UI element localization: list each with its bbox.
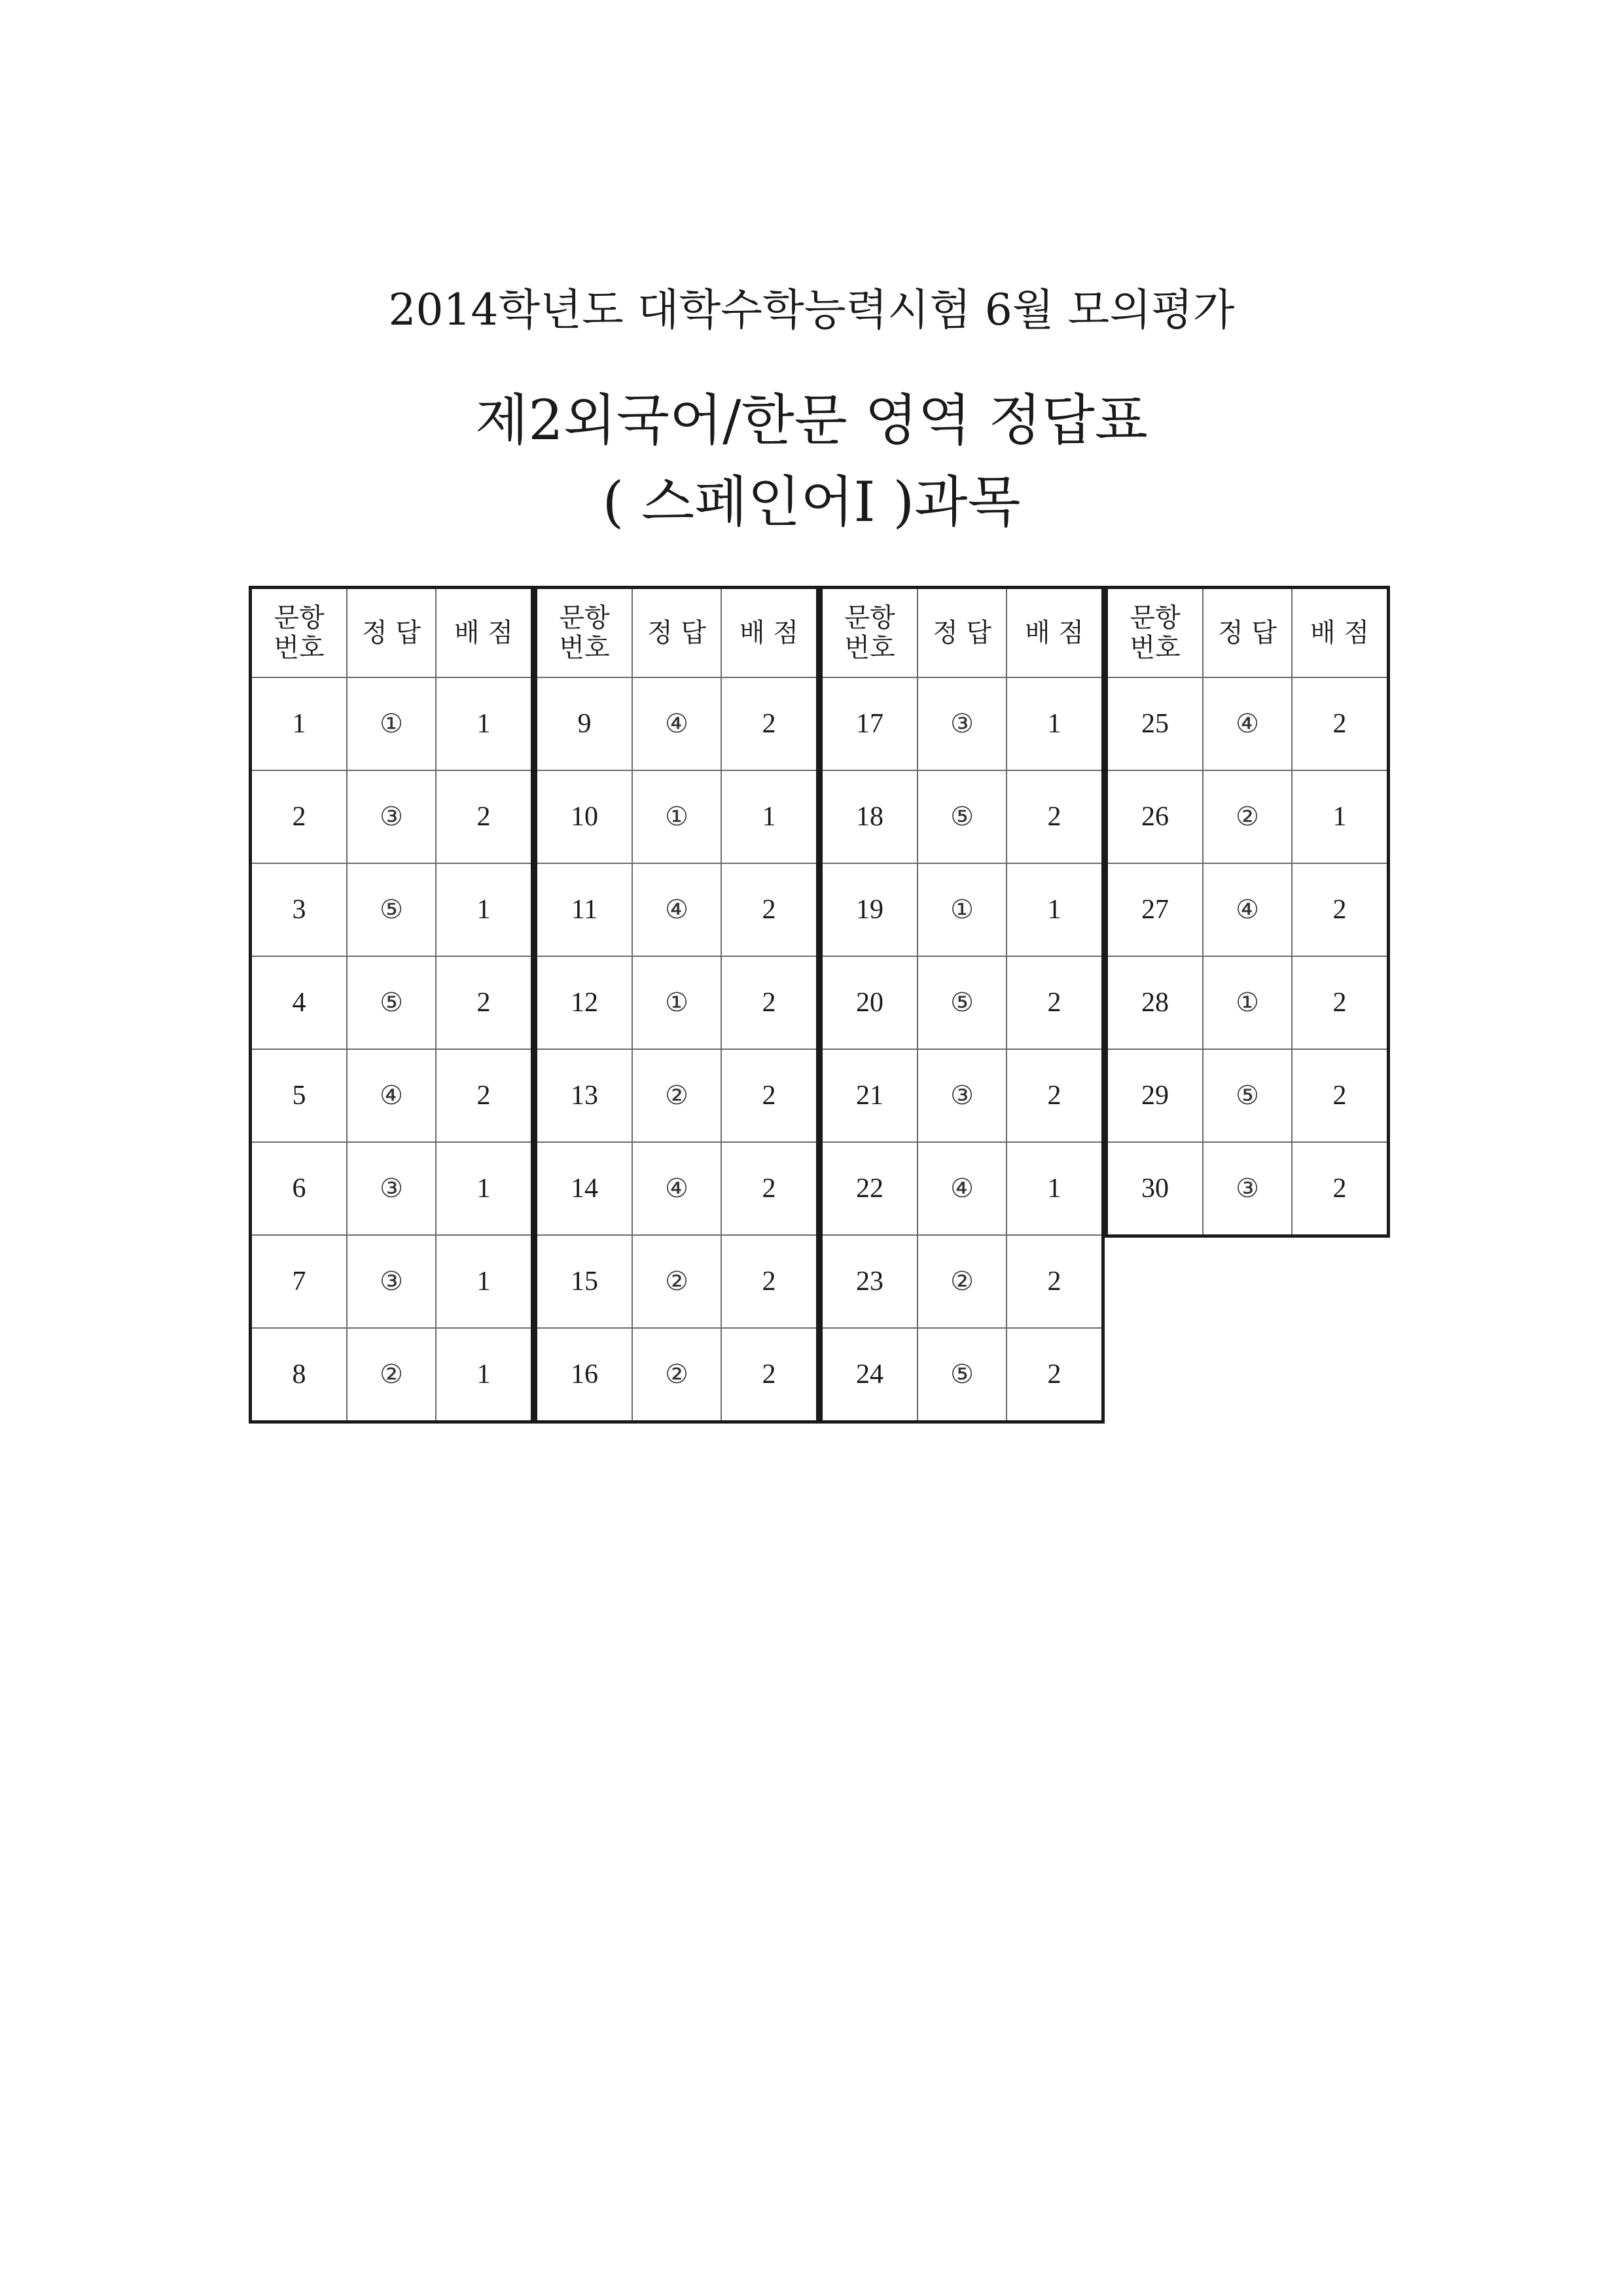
table-row (536, 956, 818, 1049)
header-row (821, 588, 1103, 678)
score-cell: 1 (436, 1235, 533, 1328)
question-number-cell: 23 (821, 1235, 918, 1328)
table-row (821, 1235, 1103, 1328)
score-cell: 2 (1292, 677, 1389, 770)
question-number-cell: 8 (251, 1328, 348, 1422)
score-cell: 2 (721, 1235, 818, 1328)
score-cell: 2 (436, 956, 533, 1049)
score-cell: 1 (436, 1328, 533, 1422)
table-row (251, 770, 533, 863)
question-number-cell: 18 (821, 770, 918, 863)
answer-block-3 (819, 586, 1105, 1424)
answer-cell: ② (1203, 770, 1292, 863)
score-header: 배 점 (1292, 588, 1389, 678)
question-number-cell: 7 (251, 1235, 348, 1328)
question-number-cell: 19 (821, 863, 918, 956)
table-row (536, 1049, 818, 1142)
score-cell: 1 (1007, 1142, 1103, 1235)
score-cell: 2 (436, 1049, 533, 1142)
question-number-cell: 22 (821, 1142, 918, 1235)
answer-cell: ② (347, 1328, 436, 1422)
score-cell: 2 (1007, 956, 1103, 1049)
score-cell: 2 (1007, 770, 1103, 863)
subject-title: ( 스페인어Ⅰ )과목 (602, 470, 1021, 534)
table-row (251, 1049, 533, 1142)
table-row (1107, 956, 1389, 1049)
question-number-cell: 6 (251, 1142, 348, 1235)
answer-cell: ⑤ (347, 863, 436, 956)
table-row (821, 956, 1103, 1049)
answer-cell: ④ (918, 1142, 1007, 1235)
score-cell: 2 (721, 1142, 818, 1235)
question-number-cell: 4 (251, 956, 348, 1049)
score-cell: 2 (721, 863, 818, 956)
score-cell: 2 (1292, 1049, 1389, 1142)
score-cell: 1 (436, 1142, 533, 1235)
question-number-cell: 27 (1107, 863, 1204, 956)
section-title: 제2외국어/한문 영역 정답표 (475, 388, 1148, 452)
question-number-cell: 13 (536, 1049, 633, 1142)
score-header: 배 점 (1007, 588, 1103, 678)
question-number-cell: 1 (251, 677, 348, 770)
question-number-cell: 26 (1107, 770, 1204, 863)
question-number-cell: 30 (1107, 1142, 1204, 1236)
answer-cell: ④ (1203, 863, 1292, 956)
question-number-cell: 11 (536, 863, 633, 956)
table-row (536, 863, 818, 956)
score-cell: 1 (721, 770, 818, 863)
table-row (1107, 1049, 1389, 1142)
table-row (1107, 863, 1389, 956)
question-number-cell: 12 (536, 956, 633, 1049)
score-cell: 1 (1007, 677, 1103, 770)
score-cell: 1 (1292, 770, 1389, 863)
question-number-cell: 10 (536, 770, 633, 863)
answer-header: 정 답 (347, 588, 436, 678)
question-number-header: 문항 번호 (1107, 588, 1204, 678)
answer-cell: ③ (1203, 1142, 1292, 1236)
answer-cell: ③ (347, 1142, 436, 1235)
table-row (821, 1049, 1103, 1142)
score-cell: 1 (436, 863, 533, 956)
answer-cell: ③ (918, 677, 1007, 770)
score-cell: 1 (1007, 863, 1103, 956)
answer-block-2 (534, 586, 819, 1424)
score-cell: 2 (721, 1328, 818, 1422)
answer-cell: ③ (918, 1049, 1007, 1142)
table-row (536, 770, 818, 863)
header-row (536, 588, 818, 678)
answer-header: 정 답 (918, 588, 1007, 678)
answer-cell: ④ (632, 1142, 721, 1235)
table-row (1107, 1142, 1389, 1236)
answer-cell: ② (632, 1235, 721, 1328)
answer-cell: ① (347, 677, 436, 770)
table-row (821, 770, 1103, 863)
table-row (821, 1142, 1103, 1235)
score-cell: 2 (1292, 1142, 1389, 1236)
answer-cell: ③ (347, 770, 436, 863)
exam-title: 2014학년도 대학수학능력시험 6월 모의평가 (388, 285, 1235, 335)
score-cell: 2 (1007, 1049, 1103, 1142)
answer-block-4 (1105, 586, 1390, 1238)
question-number-cell: 14 (536, 1142, 633, 1235)
question-number-cell: 17 (821, 677, 918, 770)
table-row (536, 1328, 818, 1422)
answer-cell: ① (632, 956, 721, 1049)
answer-cell: ② (632, 1328, 721, 1422)
answer-cell: ① (918, 863, 1007, 956)
answer-cell: ⑤ (918, 770, 1007, 863)
question-number-cell: 9 (536, 677, 633, 770)
table-row (1107, 677, 1389, 770)
score-header: 배 점 (436, 588, 533, 678)
answer-block-1 (249, 586, 534, 1424)
answer-header: 정 답 (1203, 588, 1292, 678)
question-number-cell: 21 (821, 1049, 918, 1142)
table-row (251, 956, 533, 1049)
table-row (536, 1142, 818, 1235)
answer-header: 정 답 (632, 588, 721, 678)
score-cell: 2 (1007, 1235, 1103, 1328)
question-number-cell: 15 (536, 1235, 633, 1328)
answer-cell: ⑤ (918, 956, 1007, 1049)
answer-cell: ② (918, 1235, 1007, 1328)
question-number-header: 문항 번호 (251, 588, 348, 678)
table-row (251, 1142, 533, 1235)
score-cell: 2 (721, 677, 818, 770)
answer-cell: ① (1203, 956, 1292, 1049)
score-cell: 1 (436, 677, 533, 770)
answer-cell: ④ (632, 863, 721, 956)
answer-cell: ④ (1203, 677, 1292, 770)
table-row (1107, 770, 1389, 863)
answer-cell: ⑤ (918, 1328, 1007, 1422)
score-cell: 2 (721, 1049, 818, 1142)
question-number-cell: 24 (821, 1328, 918, 1422)
score-cell: 2 (1292, 863, 1389, 956)
question-number-cell: 3 (251, 863, 348, 956)
score-cell: 2 (1007, 1328, 1103, 1422)
question-number-cell: 2 (251, 770, 348, 863)
header-row (1107, 588, 1389, 678)
table-row (821, 1328, 1103, 1422)
question-number-cell: 29 (1107, 1049, 1204, 1142)
question-number-cell: 5 (251, 1049, 348, 1142)
question-number-header: 문항 번호 (536, 588, 633, 678)
table-row (536, 1235, 818, 1328)
answer-cell: ⑤ (347, 956, 436, 1049)
score-cell: 2 (721, 956, 818, 1049)
score-cell: 2 (1292, 956, 1389, 1049)
question-number-cell: 16 (536, 1328, 633, 1422)
answer-cell: ③ (347, 1235, 436, 1328)
question-number-cell: 25 (1107, 677, 1204, 770)
answer-cell: ② (632, 1049, 721, 1142)
answer-cell: ① (632, 770, 721, 863)
header-row (251, 588, 533, 678)
score-cell: 2 (436, 770, 533, 863)
table-row (821, 863, 1103, 956)
table-row (251, 863, 533, 956)
table-row (821, 677, 1103, 770)
question-number-cell: 28 (1107, 956, 1204, 1049)
table-row (251, 677, 533, 770)
table-row (536, 677, 818, 770)
table-row (251, 1235, 533, 1328)
question-number-header: 문항 번호 (821, 588, 918, 678)
answer-cell: ⑤ (1203, 1049, 1292, 1142)
score-header: 배 점 (721, 588, 818, 678)
table-row (251, 1328, 533, 1422)
answer-cell: ④ (347, 1049, 436, 1142)
question-number-cell: 20 (821, 956, 918, 1049)
answer-cell: ④ (632, 677, 721, 770)
